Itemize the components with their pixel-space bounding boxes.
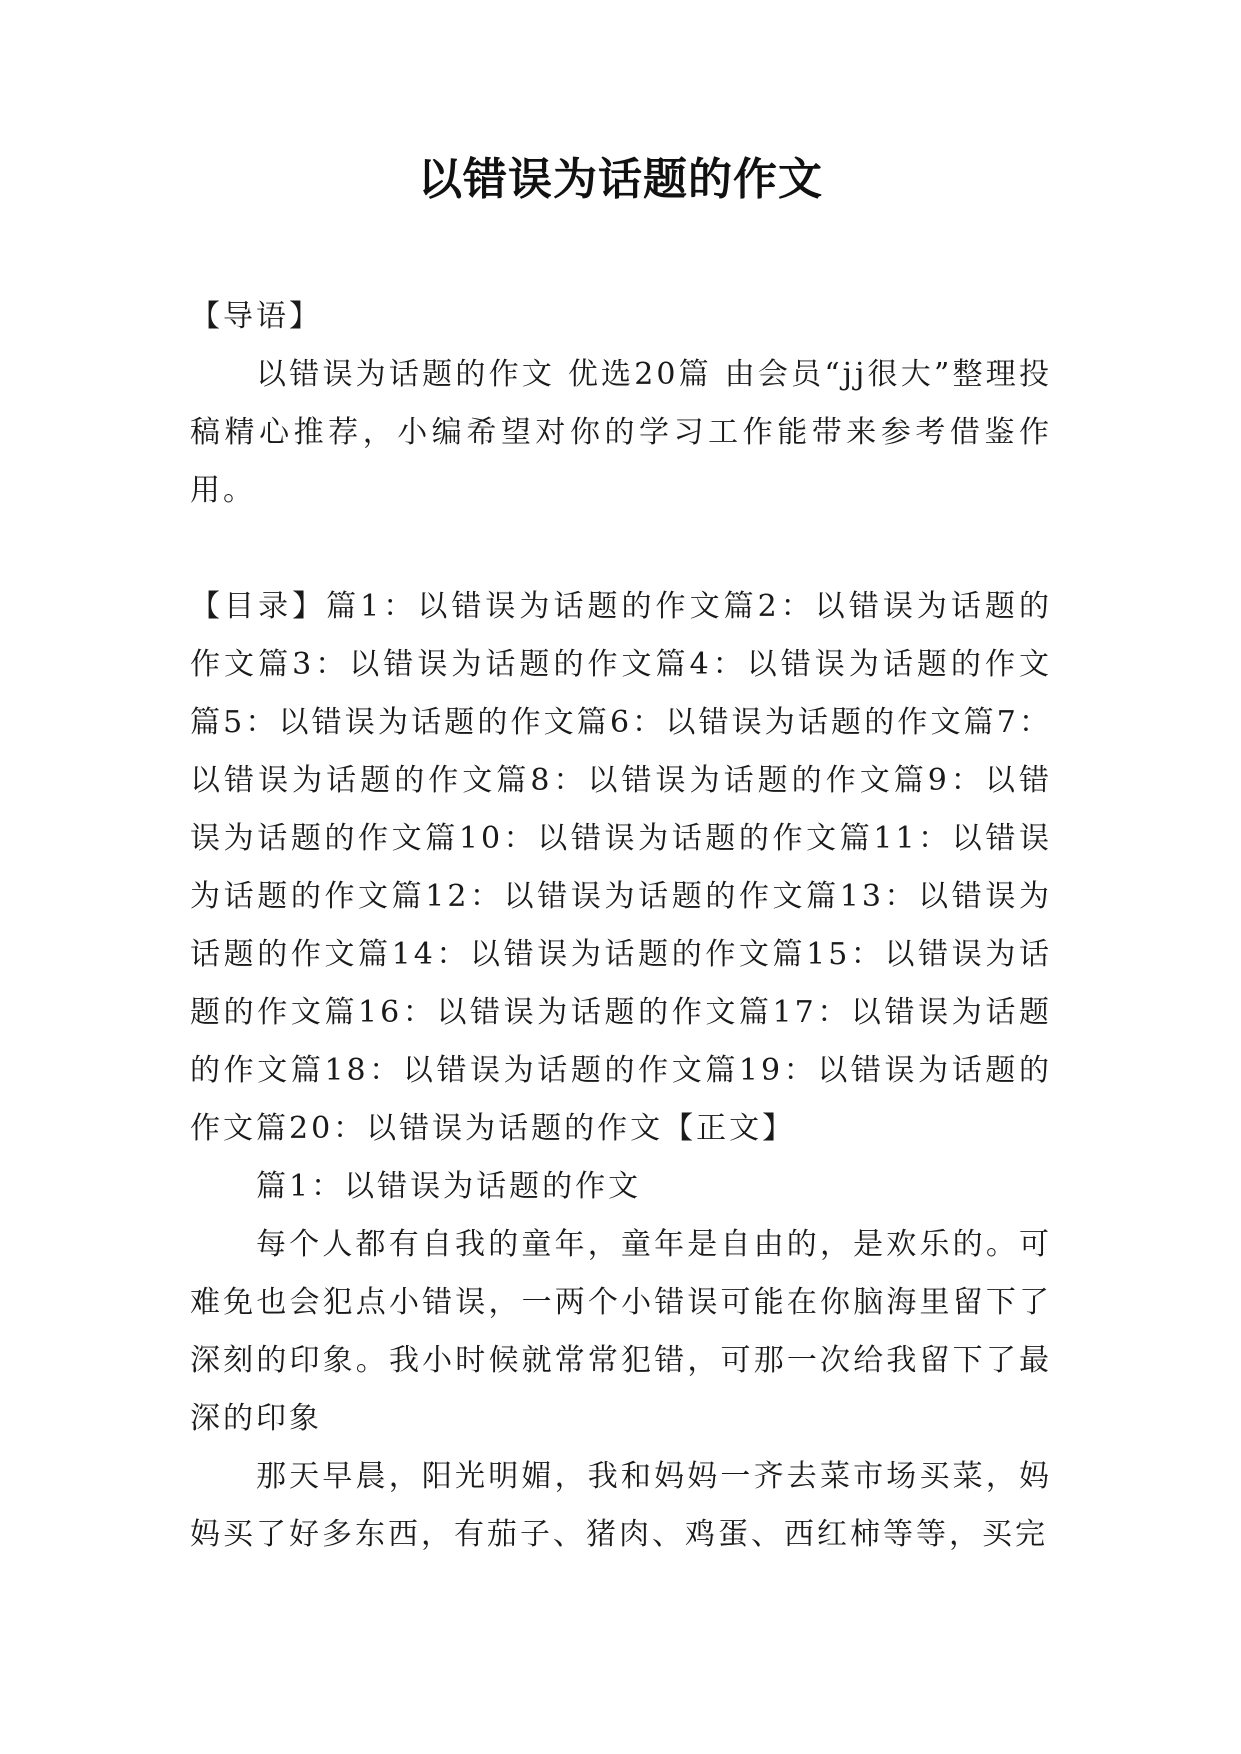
document-body [190, 288, 1052, 1564]
table-of-contents: 【目录】篇1：以错误为话题的作文篇2：以错误为话题的作文篇3：以错误为话题的作文篇4：以错误为话题的作文篇5：以错误为话题的作文篇6：以错误为话题的作文篇7：以错误为话题的作文篇8：以错误为话题的作文篇9：以错误为话题的作文篇10：以错误为话题的作文篇11：以错误为话题的作文篇12：以错误为话题的作文篇13：以错误为话题的作文篇14：以错误为话题的作文篇15：以错误为话题的作文篇16：以错误为话题的作文篇17：以错误为话题的作文篇18：以错误为话题的作文篇19：以错误为话题的作文篇20：以错误为话题的作文【正文】 [190, 589, 1052, 1146]
document-title: 以错误为话题的作文 [418, 154, 823, 205]
intro-heading: 【导语】 [190, 299, 322, 334]
section-heading: 篇1：以错误为话题的作文 [256, 1169, 642, 1204]
body-paragraph-2: 那天早晨，阳光明媚，我和妈妈一齐去菜市场买菜，妈妈买了好多东西，有茄子、猪肉、鸡蛋、西红柿等等，买完 [190, 1459, 1052, 1552]
body-paragraph-1: 每个人都有自我的童年，童年是自由的，是欢乐的。可难免也会犯点小错误，一两个小错误可能在你脑海里留下了深刻的印象。我小时候就常常犯错，可那一次给我留下了最深的印象 [190, 1227, 1052, 1436]
intro-paragraph: 以错误为话题的作文 优选20篇 由会员“jj很大”整理投稿精心推荐，小编希望对你的学习工作能带来参考借鉴作用。 [190, 357, 1052, 508]
paragraph-spacer [190, 520, 1052, 578]
